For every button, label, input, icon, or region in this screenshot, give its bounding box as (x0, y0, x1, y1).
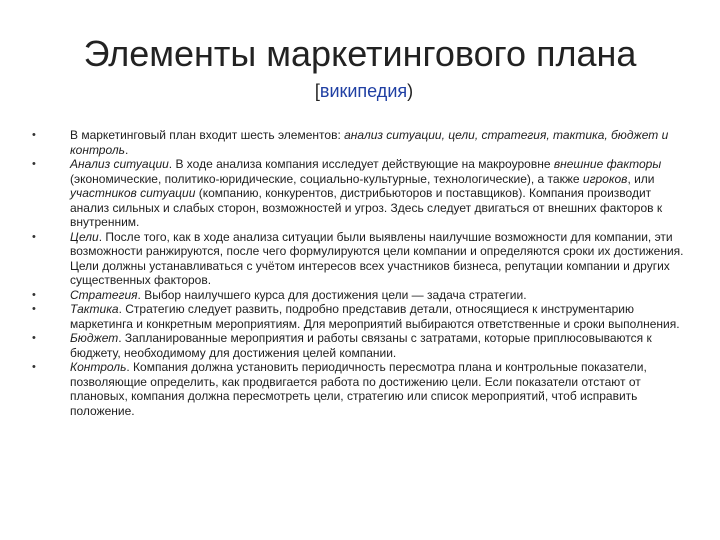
bullet-text: . После того, как в ходе анализа ситуации были выявлены наилучшие возможности для компании, эти возможности ранжируются, после чего формулируются цели компании и определяются сроки их достижения. Цели должны устанавливаться с учётом интересов всех участников бизнеса, репутации компании и других существенных факторов. (70, 229, 684, 287)
bullet-item-goals (32, 230, 692, 288)
bullet-lead-term: Бюджет (70, 331, 119, 345)
bullet-italic-text: игроков (582, 171, 628, 186)
bullet-icon: • (32, 303, 36, 315)
bullet-list (32, 128, 692, 418)
bullet-lead-term: Тактика (70, 302, 119, 316)
wikipedia-link-underlined-part: д (376, 81, 388, 101)
bullet-icon: • (32, 361, 36, 373)
subtitle-close-bracket: ) (407, 81, 414, 101)
slide-title: Элементы маркетингового плана (83, 33, 637, 74)
bullet-icon: • (32, 332, 36, 344)
bullet-lead-term: Анализ ситуации (70, 157, 169, 171)
wikipedia-link-part: википе (319, 81, 377, 101)
bullet-lead-term: Контроль (70, 360, 127, 374)
bullet-lead-term: Цели (70, 229, 99, 244)
bullet-text: В маркетинговый план входит шесть элементов: (70, 128, 345, 142)
bullet-text: (экономические, политико-юридические, социально-культурные, технологические), а также (70, 171, 583, 186)
bullet-text: . Выбор наилучшего курса для достижения цели — задача стратегии. (137, 287, 527, 302)
bullet-text: . Стратегию следует развить, подробно представив детали, относящиеся к инструментарию маркетинга и конкретным мероприятиям. Для мероприятий выбираются ответственные и сроки выполнения. (70, 302, 680, 331)
bullet-italic-text: внешние факторы (553, 157, 662, 171)
bullet-item-strategy (32, 288, 692, 303)
bullet-text: . Запланированные мероприятия и работы связаны с затратами, которые приплюсовываются к бюджету, необходимому для достижения целей компании. (70, 331, 652, 360)
slide-subtitle (0, 80, 720, 102)
bullet-item-elements (32, 128, 692, 157)
bullet-italic-text: анализ ситуации, цели, стратегия, тактика, бюджет и контроль (70, 128, 669, 157)
bullet-text: . (124, 142, 129, 157)
bullet-item-tactics (32, 302, 692, 331)
wikipedia-link[interactable] (320, 81, 407, 101)
bullet-icon: • (32, 158, 36, 170)
bullet-italic-text: участников ситуации (70, 186, 196, 200)
bullet-item-situation-analysis (32, 157, 692, 230)
bullet-text: , или (627, 171, 655, 186)
bullet-text: (компанию, конкурентов, дистрибьюторов и поставщиков). Компания производит анализ сильных и слабых сторон, возможностей и угроз. Здесь следует двигаться от внешних факторов к внутренним. (70, 186, 663, 229)
bullet-item-control (32, 360, 692, 418)
subtitle-open-bracket: [ (314, 81, 320, 101)
bullet-lead-term: Стратегия (70, 287, 138, 302)
wikipedia-link-part: ия (387, 81, 408, 101)
bullet-icon: • (32, 230, 36, 243)
bullet-icon: • (32, 129, 36, 141)
bullet-text: . В ходе анализа компания исследует действующие на макроуровне (168, 157, 554, 171)
bullet-item-budget (32, 331, 692, 360)
bullet-text: . Компания должна установить периодичность пересмотра плана и контрольные показатели, позволяющие определить, как продвигается работа по достижению цели. Если показатели отстают от плановых, компания должна пересмотреть цели, стратегию или список мероприятий, чтоб исправить положение. (70, 360, 647, 418)
bullet-icon: • (32, 288, 36, 301)
